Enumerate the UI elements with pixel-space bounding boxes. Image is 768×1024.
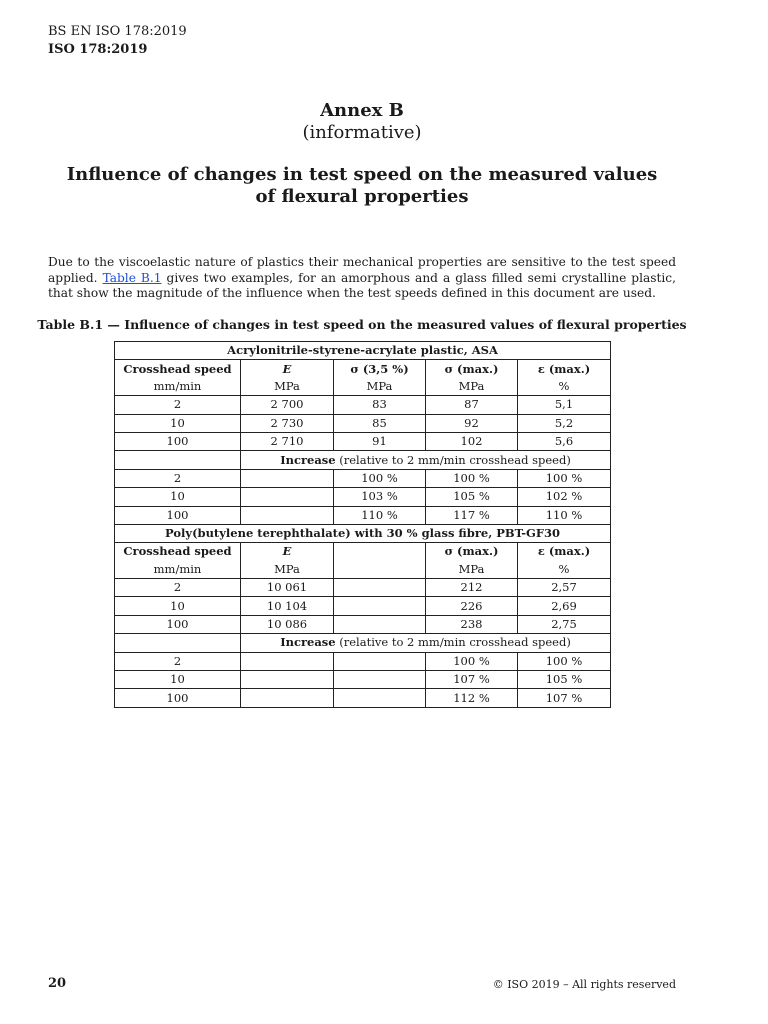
annex-title: Annex B [320,100,404,121]
table-header-cell: Crosshead speed [115,360,241,378]
header-iso: ISO 178:2019 [48,42,148,57]
table-cell: 2 [115,579,241,597]
table-cell: 2 730 [241,414,334,432]
table-cell: 2 710 [241,432,334,450]
table-cell: 91 [334,432,426,450]
table-row [115,506,611,524]
table-cell [241,506,334,524]
table-header-cell: E [241,360,334,378]
table-cell: 102 % [518,488,611,506]
increase-label: Increase [280,452,336,467]
table-cell: 10 [115,414,241,432]
table-cell [241,488,334,506]
table-b1-link[interactable]: Table B.1 [102,270,162,285]
table-header-cell: σ (3,5 %) [334,360,426,378]
table-cell [334,689,426,707]
table-cell [334,671,426,689]
table-row [115,579,611,597]
table-cell: 226 [426,597,518,615]
table-cell [115,634,241,652]
table-cell: 10 104 [241,597,334,615]
table-cell: 2 [115,469,241,487]
table-row [115,469,611,487]
paragraph-text-2: gives two examples, for an amorphous and a glass filled semi crystalline plastic, that show the magnitude of the influence when the test speeds defined in this document are used. [48,270,676,300]
table-cell: 238 [426,615,518,633]
table-row [115,488,611,506]
unit-cell: MPa [334,378,426,396]
unit-cell: MPa [241,378,334,396]
table-cell: 107 % [426,671,518,689]
copyright-notice: © ISO 2019 – All rights reserved [492,978,676,991]
table-cell: 112 % [426,689,518,707]
unit-cell: MPa [426,561,518,579]
table-row [115,414,611,432]
table-header-cell: Crosshead speed [115,543,241,561]
table-cell: 2,69 [518,597,611,615]
table-cell: 10 [115,597,241,615]
table-cell [241,689,334,707]
annex-subtitle: (informative) [302,122,422,143]
increase-note: (relative to 2 mm/min crosshead speed) [335,635,571,650]
table-cell: 87 [426,396,518,414]
table-cell: 10 086 [241,615,334,633]
table-header-cell: E [241,543,334,561]
table-cell: 100 % [426,652,518,670]
unit-cell: % [518,378,611,396]
section-title-pbt: Poly(butylene terephthalate) with 30 % glass fibre, PBT-GF30 [115,524,611,542]
table-cell: 100 % [426,469,518,487]
table-cell: 100 [115,689,241,707]
table-caption: Table B.1 — Influence of changes in test speed on the measured values of flexural properties [37,317,687,332]
table-cell: 100 % [518,652,611,670]
table-cell: 107 % [518,689,611,707]
table-cell: 100 [115,506,241,524]
intro-paragraph [48,255,676,302]
table-cell: 100 % [334,469,426,487]
table-header-cell: ε (max.) [518,543,611,561]
table-row [115,432,611,450]
table-cell: 117 % [426,506,518,524]
table-cell [241,469,334,487]
table-header-cell [334,543,426,561]
table-cell [241,671,334,689]
table-cell: 2,57 [518,579,611,597]
table-cell [334,579,426,597]
table-cell: 100 % [518,469,611,487]
table-cell: 2 [115,652,241,670]
table-cell: 105 % [426,488,518,506]
table-cell [334,615,426,633]
table-cell: 102 [426,432,518,450]
table-cell: 10 061 [241,579,334,597]
table-row [115,396,611,414]
document-header [48,23,187,59]
table-cell: 100 [115,615,241,633]
table-row [115,652,611,670]
table-cell [115,451,241,469]
table-header-cell: ε (max.) [518,360,611,378]
table-cell: 212 [426,579,518,597]
unit-cell: mm/min [115,561,241,579]
flexural-properties-table [114,341,611,708]
increase-label: Increase [280,635,336,650]
table-cell [334,652,426,670]
table-row [115,689,611,707]
table-header-cell: σ (max.) [426,360,518,378]
table-cell [241,652,334,670]
table-cell: 2 700 [241,396,334,414]
header-standard: BS EN ISO 178:2019 [48,24,187,39]
table-cell: 85 [334,414,426,432]
table-cell: 2,75 [518,615,611,633]
table-row [115,615,611,633]
unit-cell [334,561,426,579]
page-number: 20 [48,976,67,991]
unit-cell: % [518,561,611,579]
increase-note: (relative to 2 mm/min crosshead speed) [335,452,571,467]
unit-cell: MPa [241,561,334,579]
page-title: Influence of changes in test speed on the measured values of flexural properties [66,164,658,207]
increase-heading [241,451,611,469]
table-cell: 2 [115,396,241,414]
table-cell: 5,2 [518,414,611,432]
table-cell: 110 % [334,506,426,524]
table-cell: 83 [334,396,426,414]
table-cell: 103 % [334,488,426,506]
table-cell: 100 [115,432,241,450]
table-cell: 10 [115,488,241,506]
table-cell [334,597,426,615]
unit-cell: MPa [426,378,518,396]
table-row [115,671,611,689]
table-cell: 5,6 [518,432,611,450]
table-cell: 92 [426,414,518,432]
table-cell: 5,1 [518,396,611,414]
unit-cell: mm/min [115,378,241,396]
paragraph-text-1: Due to the viscoelastic nature of plastics their mechanical properties are sensitive to the test speed applied. [48,255,676,285]
table-cell: 110 % [518,506,611,524]
section-title-asa: Acrylonitrile-styrene-acrylate plastic, ASA [115,342,611,360]
table-header-cell: σ (max.) [426,543,518,561]
table-cell: 105 % [518,671,611,689]
table-row [115,597,611,615]
table-cell: 10 [115,671,241,689]
increase-heading [241,634,611,652]
